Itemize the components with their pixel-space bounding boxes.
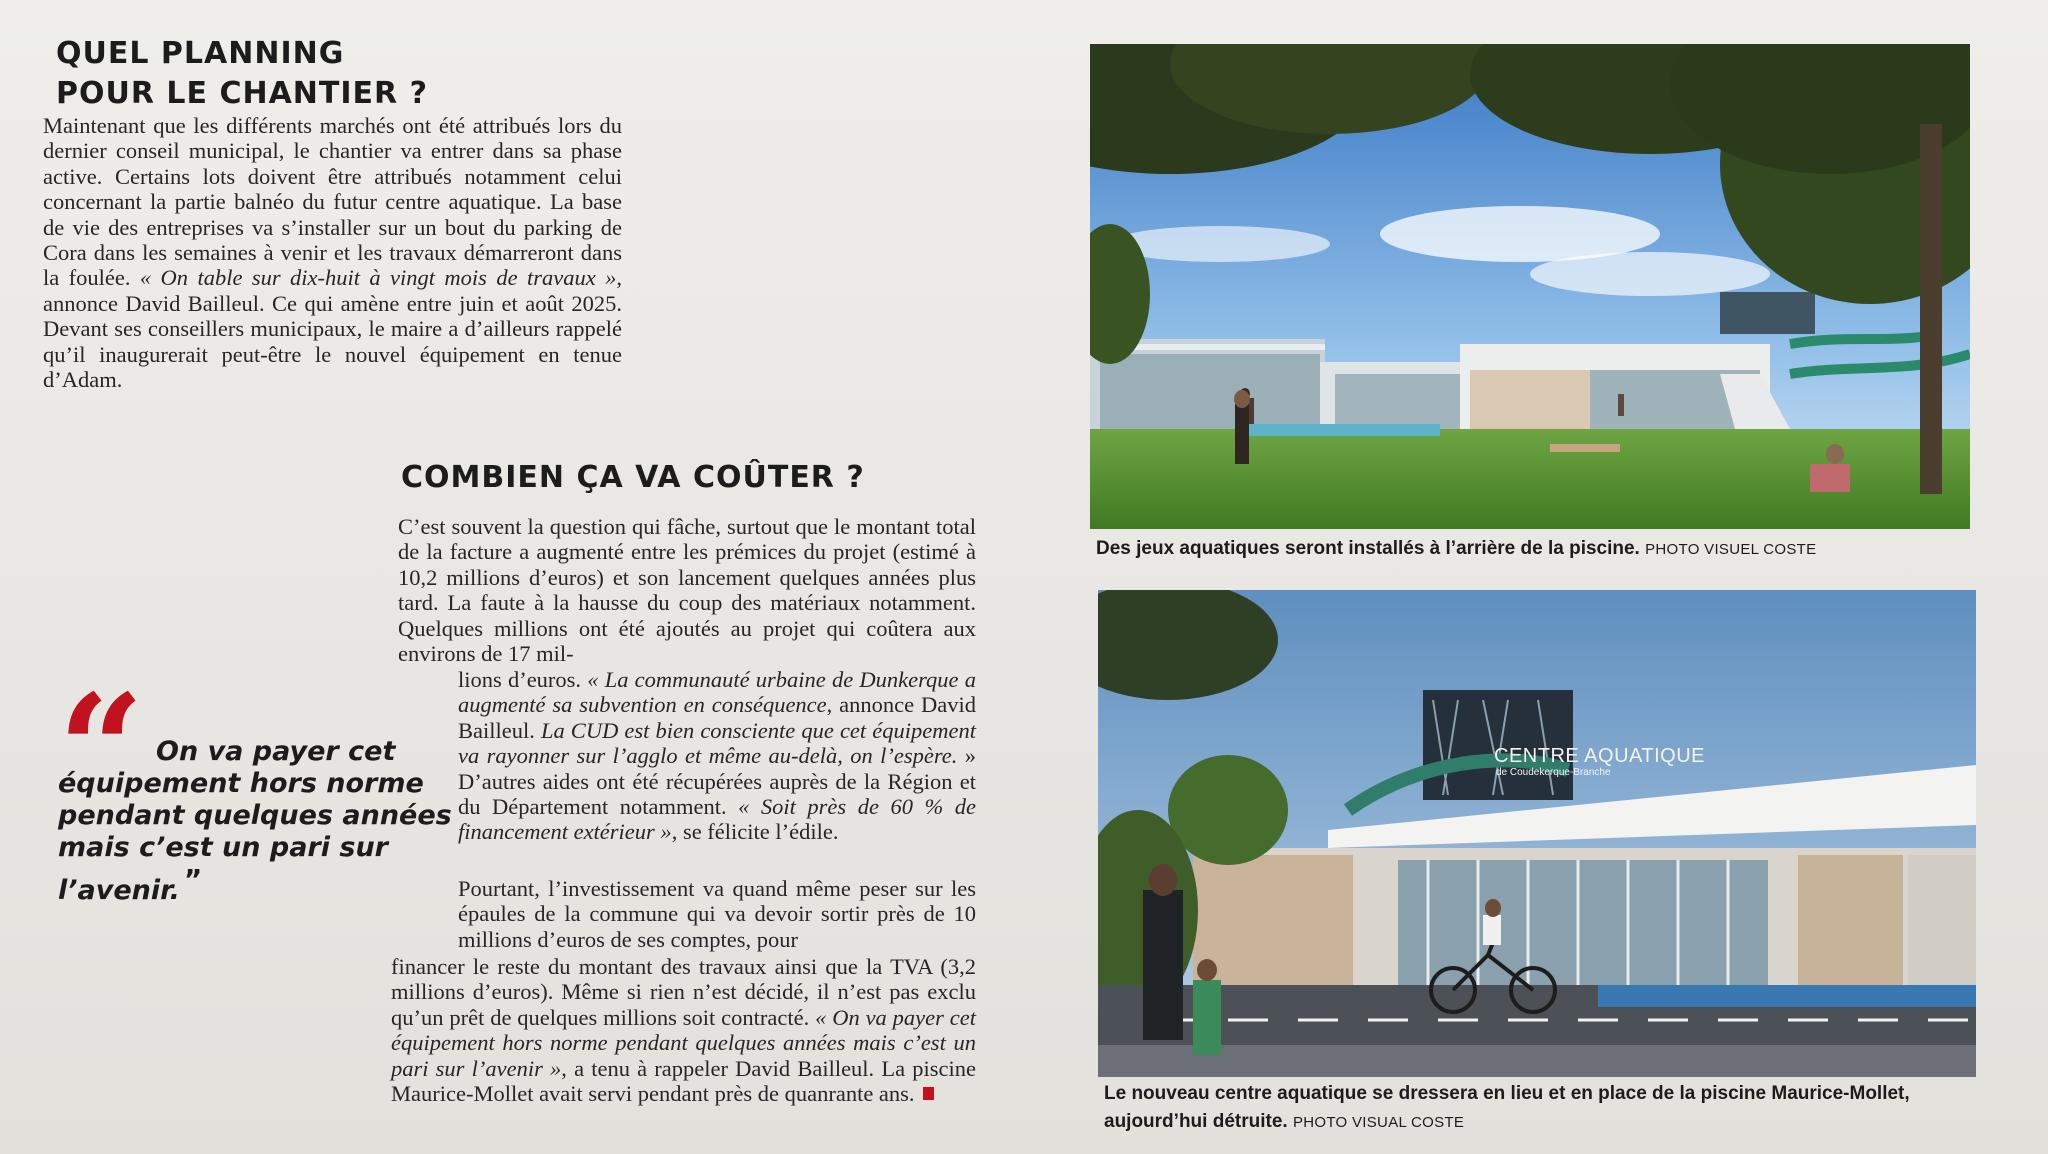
- caption-photo-pool-rear: [1096, 535, 1996, 564]
- quote-close-mark: ”: [183, 863, 203, 896]
- pull-quote: [58, 662, 458, 907]
- paragraph-cost-3a: Pourtant, l’investissement va quand même peser sur les épaules de la commune qui va devoir sortir près de 10 millions d’euros de ses comptes, pour: [458, 876, 976, 952]
- cost-quote-agglo: La CUD est bien consciente que cet équipement va rayonner sur l’agglo et même au-delà, on l’espère.: [458, 717, 976, 769]
- planning-text-a: Maintenant que les différents marchés ont été attribués lors du dernier conseil municipal, le chantier va entrer dans sa phase active. Certains lots doivent être attribués notamment celui concernant la partie balnéo du futur centre aquatique. La base de vie des entreprises va s’installer sur un bout du parking de Cora dans les semaines à venir et les travaux démarreront dans la foulée.: [43, 113, 622, 291]
- paragraph-cost-3b: [391, 954, 976, 1106]
- planning-text-b: , annonce David Bailleul. Ce qui amène entre juin et août 2025. Devant ses conseillers municipaux, le maire a d’ailleurs rappelé qu’il inaugurerait peut-être le nouvel équipement en tenue d’Adam.: [43, 265, 622, 393]
- quote-open-mark: “: [58, 662, 145, 838]
- photo-pool-rear: [1090, 44, 1970, 529]
- credit-aquatic-centre: PHOTO VISUAL COSTE: [1292, 1114, 1465, 1131]
- cost-text-a: lions d’euros.: [458, 667, 588, 692]
- caption-photo-aquatic-centre: [1104, 1080, 2009, 1137]
- heading-planning: [56, 34, 428, 114]
- aquatic-centre-sign: [1494, 745, 1714, 779]
- aquatic-centre-illustration: [1098, 590, 1976, 1077]
- paragraph-cost-1: C’est souvent la question qui fâche, surtout que le montant total de la facture a augmenté entre les prémices du projet (estimé à 10,2 millions d’euros) et son lancement quelques années plus tard. La faute à la hausse du coup des matériaux notamment. Quelques millions ont été ajoutés au projet qui coûtera aux environs de 17 mil-: [398, 514, 976, 667]
- paragraph-cost-2: [458, 667, 976, 845]
- pool-rear-illustration: [1090, 44, 1970, 529]
- pull-quote-body: On va payer cet équipement hors norme pendant quelques années mais c’est un pari sur l’avenir.: [58, 736, 452, 906]
- photo-aquatic-centre: [1098, 590, 1976, 1077]
- sign-title: CENTRE AQUATIQUE: [1494, 745, 1705, 767]
- heading-planning-line1: QUEL PLANNING: [56, 36, 345, 71]
- cost-quote-avenir: « On va payer cet équipement hors norme pendant quelques années mais c’est un pari sur l’avenir »: [391, 1004, 976, 1081]
- heading-planning-line2: POUR LE CHANTIER ?: [56, 76, 428, 111]
- cost-quote-cud: « La communauté urbaine de Dunkerque a augmenté sa subvention en conséquence: [458, 667, 976, 718]
- caption-pool-rear-text: Des jeux aquatiques seront installés à l’arrière de la piscine.: [1096, 538, 1640, 559]
- paragraph-planning: [43, 113, 622, 392]
- credit-pool-rear: PHOTO VISUEL COSTE: [1645, 541, 1817, 558]
- heading-cost: COMBIEN ÇA VA COÛTER ?: [401, 460, 865, 495]
- end-of-article-mark: [923, 1087, 934, 1100]
- planning-quote: « On table sur dix-huit à vingt mois de travaux »: [139, 265, 617, 291]
- cost-text-c: » D’autres aides ont été récupérées auprès de la Région et du Département notamment.: [458, 743, 976, 820]
- cost-text-e: financer le reste du montant des travaux ainsi que la TVA (3,2 millions d’euros). Même si rien n’est décidé, il n’est pas exclu qu’un prêt de quelques millions soit contracté.: [391, 954, 976, 1030]
- sign-subtitle: de Coudekerque-Branche: [1496, 767, 1611, 778]
- cost-text-f: , a tenu à rappeler David Bailleul. La piscine Maurice-Mollet avait servi pendant près de quanrante ans.: [391, 1055, 976, 1107]
- cost-quote-financing: « Soit près de 60 % de financement extérieur »: [458, 794, 976, 845]
- cost-text-d: , se félicite l’édile.: [671, 819, 839, 845]
- cost-text-b: , annonce David Bailleul.: [458, 692, 977, 743]
- caption-aquatic-centre-text: Le nouveau centre aquatique se dressera en lieu et en place de la piscine Maurice-Mollet, aujourd’hui détruite.: [1104, 1083, 1910, 1132]
